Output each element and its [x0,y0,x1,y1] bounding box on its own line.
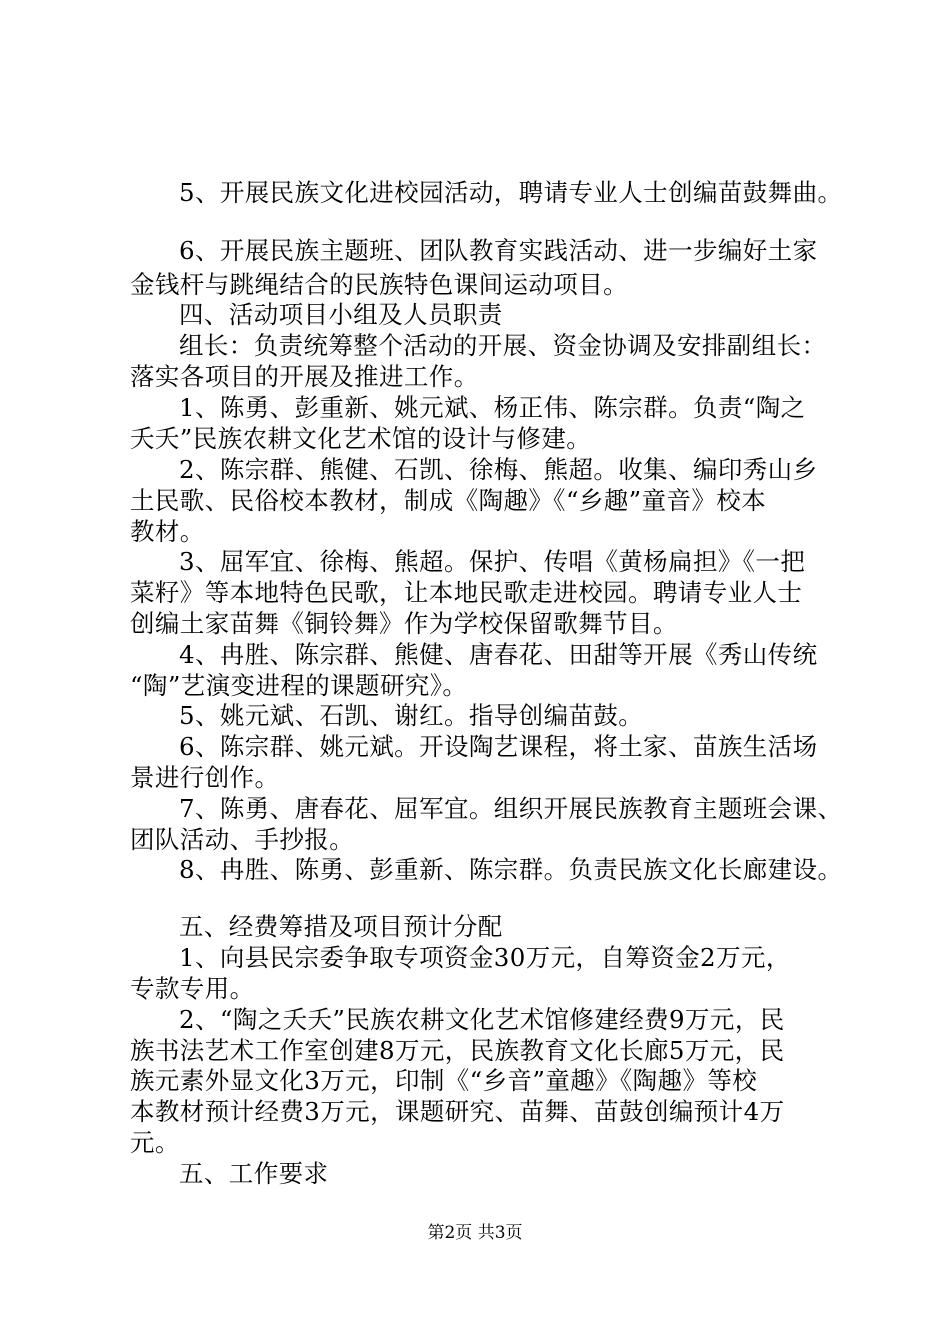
paragraph-line: 1、向县民宗委争取专项资金30万元，自筹资金2万元， [179,943,791,972]
paragraph-line: 金钱杆与跳绳结合的民族特色课间运动项目。 [130,270,628,299]
paragraph-line: 5、姚元斌、石凯、谢红。指导创编苗鼓。 [179,701,644,730]
paragraph-line: 1、陈勇、彭重新、姚元斌、杨正伟、陈宗群。负责“陶之 [179,393,806,422]
paragraph-line: 夭夭”民族农耕文化艺术馆的设计与修建。 [130,424,592,453]
paragraph-line: 6、陈宗群、姚元斌。开设陶艺课程，将土家、苗族生活场 [179,732,818,761]
paragraph-line: 族书法艺术工作室创建8万元，民族教育文化长廊5万元，民 [130,1036,785,1065]
page-footer: 第2页 共3页 [427,1223,523,1243]
paragraph-line: 本教材预计经费3万元，课题研究、苗舞、苗鼓创编预计4万 [130,1097,785,1126]
paragraph-line: 3、屈军宜、徐梅、熊超。保护、传唱《黄杨扁担》《一把 [179,547,806,576]
paragraph-line: 2、“陶之夭夭”民族农耕文化艺术馆修建经费9万元，民 [179,1005,785,1034]
paragraph-line: 6、开展民族主题班、团队教育实践活动、进一步编好土家 [179,236,818,265]
paragraph-line: 创编土家苗舞《铜铃舞》作为学校保留歌舞节目。 [130,609,678,638]
paragraph-line: 组长：负责统筹整个活动的开展、资金协调及安排副组长： [179,331,827,360]
paragraph-line: 2、陈宗群、熊健、石凯、徐梅、熊超。收集、编印秀山乡 [179,455,818,484]
paragraph-line: 8、冉胜、陈勇、彭重新、陈宗群。负责民族文化长廊建设。 [179,855,843,884]
paragraph-line: 5、开展民族文化进校园活动，聘请专业人士创编苗鼓舞曲。 [179,178,843,207]
section-heading: 五、经费筹措及项目预计分配 [179,912,503,941]
paragraph-line: 落实各项目的开展及推进工作。 [130,362,479,391]
paragraph-line: 菜籽》等本地特色民歌，让本地民歌走进校园。聘请专业人士 [130,578,803,607]
section-heading: 五、工作要求 [179,1159,329,1188]
paragraph-line: 教材。 [130,517,205,546]
paragraph-line: 团队活动、手抄报。 [130,825,355,854]
paragraph-line: 景进行创作。 [130,763,280,792]
paragraph-line: “陶”艺演变进程的课题研究》。 [130,671,468,700]
section-heading: 四、活动项目小组及人员职责 [179,300,503,329]
paragraph-line: 族元素外显文化3万元，印制《“乡音”童趣》《陶趣》等校 [130,1066,758,1095]
paragraph-line: 7、陈勇、唐春花、屈军宜。组织开展民族教育主题班会课、 [179,794,843,823]
paragraph-line: 专款专用。 [130,974,255,1003]
paragraph-line: 土民歌、民俗校本教材，制成《陶趣》《“乡趣”童音》校本 [130,486,767,515]
paragraph-line: 元。 [130,1128,180,1157]
paragraph-line: 4、冉胜、陈宗群、熊健、唐春花、田甜等开展《秀山传统 [179,640,818,669]
